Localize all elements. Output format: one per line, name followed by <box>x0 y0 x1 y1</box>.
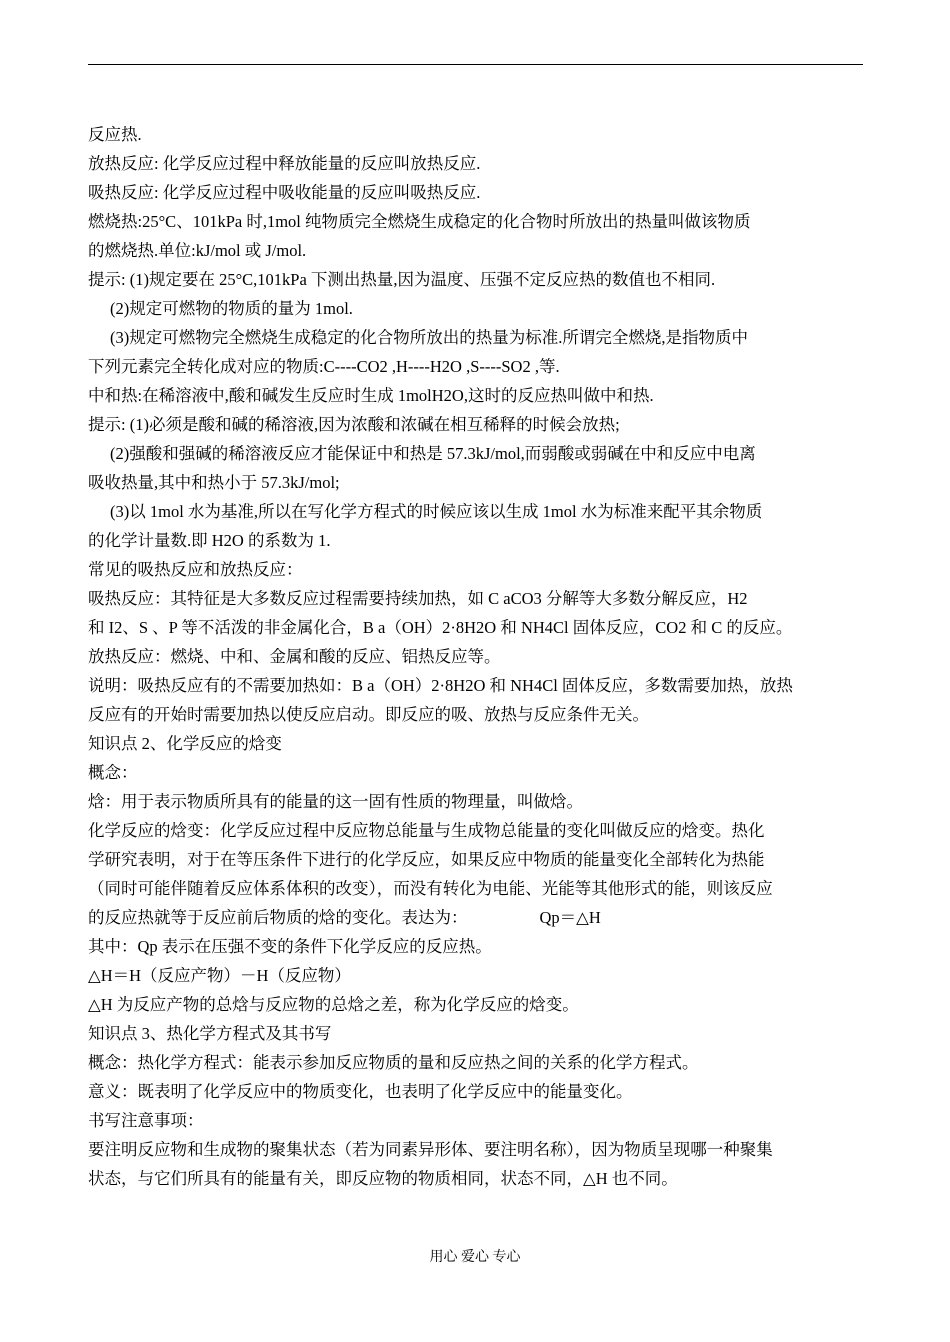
text-line: 下列元素完全转化成对应的物质:C----CO2 ,H----H2O ,S----SO2 ,等. <box>88 357 560 376</box>
text-line: △H＝H（反应产物）－H（反应物） <box>88 966 351 985</box>
text-line: 说明：吸热反应有的不需要加热如：B a（OH）2·8H2O 和 NH4Cl 固体反应，多数需要加热，放热 <box>88 676 793 695</box>
text-line: (3)以 1mol 水为基准,所以在写化学方程式的时候应该以生成 1mol 水为标准来配平其余物质 <box>110 502 763 521</box>
text-line: 状态，与它们所具有的能量有关，即反应物的物质相同，状态不同，△H 也不同。 <box>88 1169 678 1188</box>
formula: Qp＝△H <box>539 908 601 927</box>
text-line: 放热反应: 化学反应过程中释放能量的反应叫放热反应. <box>88 154 481 173</box>
text-line: 提示: (1)必须是酸和碱的稀溶液,因为浓酸和浓碱在相互稀释的时候会放热; <box>88 415 620 434</box>
text-line: 燃烧热:25°C、101kPa 时,1mol 纯物质完全燃烧生成稳定的化合物时所放出的热量叫做该物质 <box>88 212 751 231</box>
text-span: 的反应热就等于反应前后物质的焓的变化。表达为： <box>88 908 468 927</box>
text-line <box>88 903 868 932</box>
text-line: 放热反应：燃烧、中和、金属和酸的反应、铝热反应等。 <box>88 647 501 666</box>
header-rule <box>88 64 863 65</box>
text-line: △H 为反应产物的总焓与反应物的总焓之差，称为化学反应的焓变。 <box>88 995 579 1014</box>
text-line: 吸热反应: 化学反应过程中吸收能量的反应叫吸热反应. <box>88 183 481 202</box>
text-line: 提示: (1)规定要在 25°C,101kPa 下测出热量,因为温度、压强不定反应热的数值也不相同. <box>88 270 716 289</box>
text-line: 常见的吸热反应和放热反应： <box>88 560 303 579</box>
text-line: 吸热反应：其特征是大多数反应过程需要持续加热，如 C aCO3 分解等大多数分解反应，H2 <box>88 589 748 608</box>
text-line: 反应热. <box>88 125 142 144</box>
text-line: 意义：既表明了化学反应中的物质变化，也表明了化学反应中的能量变化。 <box>88 1082 633 1101</box>
text-line: 其中：Qp 表示在压强不变的条件下化学反应的反应热。 <box>88 937 492 956</box>
text-line: 中和热:在稀溶液中,酸和碱发生反应时生成 1molH2O,这时的反应热叫做中和热. <box>88 386 654 405</box>
text-line: 的化学计量数.即 H2O 的系数为 1. <box>88 531 331 550</box>
text-line: 的燃烧热.单位:kJ/mol 或 J/mol. <box>88 241 307 260</box>
text-line: 要注明反应物和生成物的聚集状态（若为同素异形体、要注明名称），因为物质呈现哪一种聚集 <box>88 1140 773 1159</box>
text-line: 吸收热量,其中和热小于 57.3kJ/mol; <box>88 473 340 492</box>
page-footer: 用心 爱心 专心 <box>429 1250 521 1265</box>
section-heading: 知识点 3、热化学方程式及其书写 <box>88 1024 332 1043</box>
text-line: 化学反应的焓变：化学反应过程中反应物总能量与生成物总能量的变化叫做反应的焓变。热化 <box>88 821 765 840</box>
text-line: 和 I2、S 、P 等不活泼的非金属化合，B a（OH）2·8H2O 和 NH4Cl 固体反应，CO2 和 C 的反应。 <box>88 618 793 637</box>
document-body <box>88 120 868 1193</box>
text-line: (2)强酸和强碱的稀溶液反应才能保证中和热是 57.3kJ/mol,而弱酸或弱碱在中和反应中电离 <box>110 444 756 463</box>
text-line: 反应有的开始时需要加热以使反应启动。即反应的吸、放热与反应条件无关。 <box>88 705 649 724</box>
text-line: 焓：用于表示物质所具有的能量的这一固有性质的物理量，叫做焓。 <box>88 792 583 811</box>
text-line: （同时可能伴随着反应体系体积的改变），而没有转化为电能、光能等其他形式的能，则该反应 <box>88 879 773 898</box>
text-line: 概念： <box>88 763 138 782</box>
text-line: 书写注意事项： <box>88 1111 204 1130</box>
text-line: 概念：热化学方程式：能表示参加反应物质的量和反应热之间的关系的化学方程式。 <box>88 1053 699 1072</box>
text-line: (3)规定可燃物完全燃烧生成稳定的化合物所放出的热量为标准.所谓完全燃烧,是指物质中 <box>110 328 748 347</box>
text-line: (2)规定可燃物的物质的量为 1mol. <box>110 299 353 318</box>
section-heading: 知识点 2、化学反应的焓变 <box>88 734 282 753</box>
text-line: 学研究表明，对于在等压条件下进行的化学反应，如果反应中物质的能量变化全部转化为热能 <box>88 850 765 869</box>
